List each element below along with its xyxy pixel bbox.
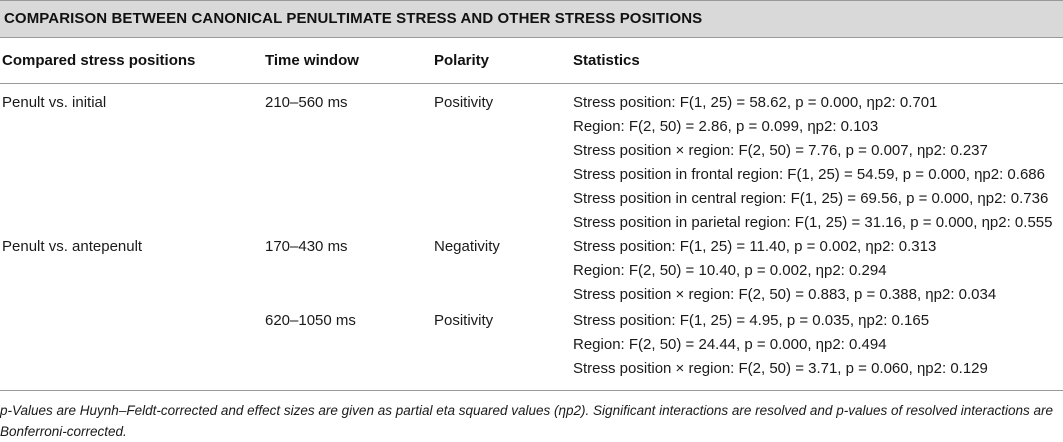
row1-stat-1: Stress position: F(1, 25) = 58.62, p = 0.000, ηp2: 0.701: [573, 94, 938, 111]
footer-divider: [0, 390, 1063, 391]
row1-stat-5: Stress position in central region: F(1, 25) = 69.56, p = 0.000, ηp2: 0.736: [573, 190, 1049, 207]
row1-stat-6: Stress position in parietal region: F(1, 25) = 31.16, p = 0.000, ηp2: 0.555: [573, 214, 1053, 231]
header-compared: Compared stress positions: [2, 52, 196, 69]
table-footnote: p-Values are Huynh–Feldt-corrected and effect sizes are given as partial eta squared values (ηp2). Significant interactions are resolved and p-values of resolved interactions are Bonferroni-corrected.: [0, 403, 1054, 439]
row2-stat-3: Stress position × region: F(2, 50) = 0.883, p = 0.388, ηp2: 0.034: [573, 286, 997, 303]
header-time-window: Time window: [265, 52, 359, 69]
row2-stat-2: Region: F(2, 50) = 10.40, p = 0.002, ηp2: 0.294: [573, 262, 887, 279]
row2-compared: Penult vs. antepenult: [2, 238, 143, 255]
row1-stat-4: Stress position in frontal region: F(1, 25) = 54.59, p = 0.000, ηp2: 0.686: [573, 166, 1045, 183]
header-polarity: Polarity: [434, 52, 490, 69]
row1-stat-3: Stress position × region: F(2, 50) = 7.76, p = 0.007, ηp2: 0.237: [573, 142, 988, 159]
table-title: COMPARISON BETWEEN CANONICAL PENULTIMATE STRESS AND OTHER STRESS POSITIONS: [4, 10, 703, 27]
row3-stat-3: Stress position × region: F(2, 50) = 3.71, p = 0.060, ηp2: 0.129: [573, 360, 988, 377]
table-title-bar: [0, 0, 1063, 38]
header-statistics: Statistics: [573, 52, 640, 69]
row2-time: 170–430 ms: [265, 238, 348, 255]
row1-polarity: Positivity: [434, 94, 494, 111]
row1-time: 210–560 ms: [265, 94, 348, 111]
row3-polarity: Positivity: [434, 312, 494, 329]
header-divider: [0, 83, 1063, 84]
row1-compared: Penult vs. initial: [2, 94, 107, 111]
row3-time: 620–1050 ms: [265, 312, 356, 329]
row3-stat-2: Region: F(2, 50) = 24.44, p = 0.000, ηp2: 0.494: [573, 336, 887, 353]
row1-stat-2: Region: F(2, 50) = 2.86, p = 0.099, ηp2: 0.103: [573, 118, 879, 135]
row3-stat-1: Stress position: F(1, 25) = 4.95, p = 0.035, ηp2: 0.165: [573, 312, 930, 329]
row2-stat-1: Stress position: F(1, 25) = 11.40, p = 0.002, ηp2: 0.313: [573, 238, 937, 255]
row2-polarity: Negativity: [434, 238, 500, 255]
